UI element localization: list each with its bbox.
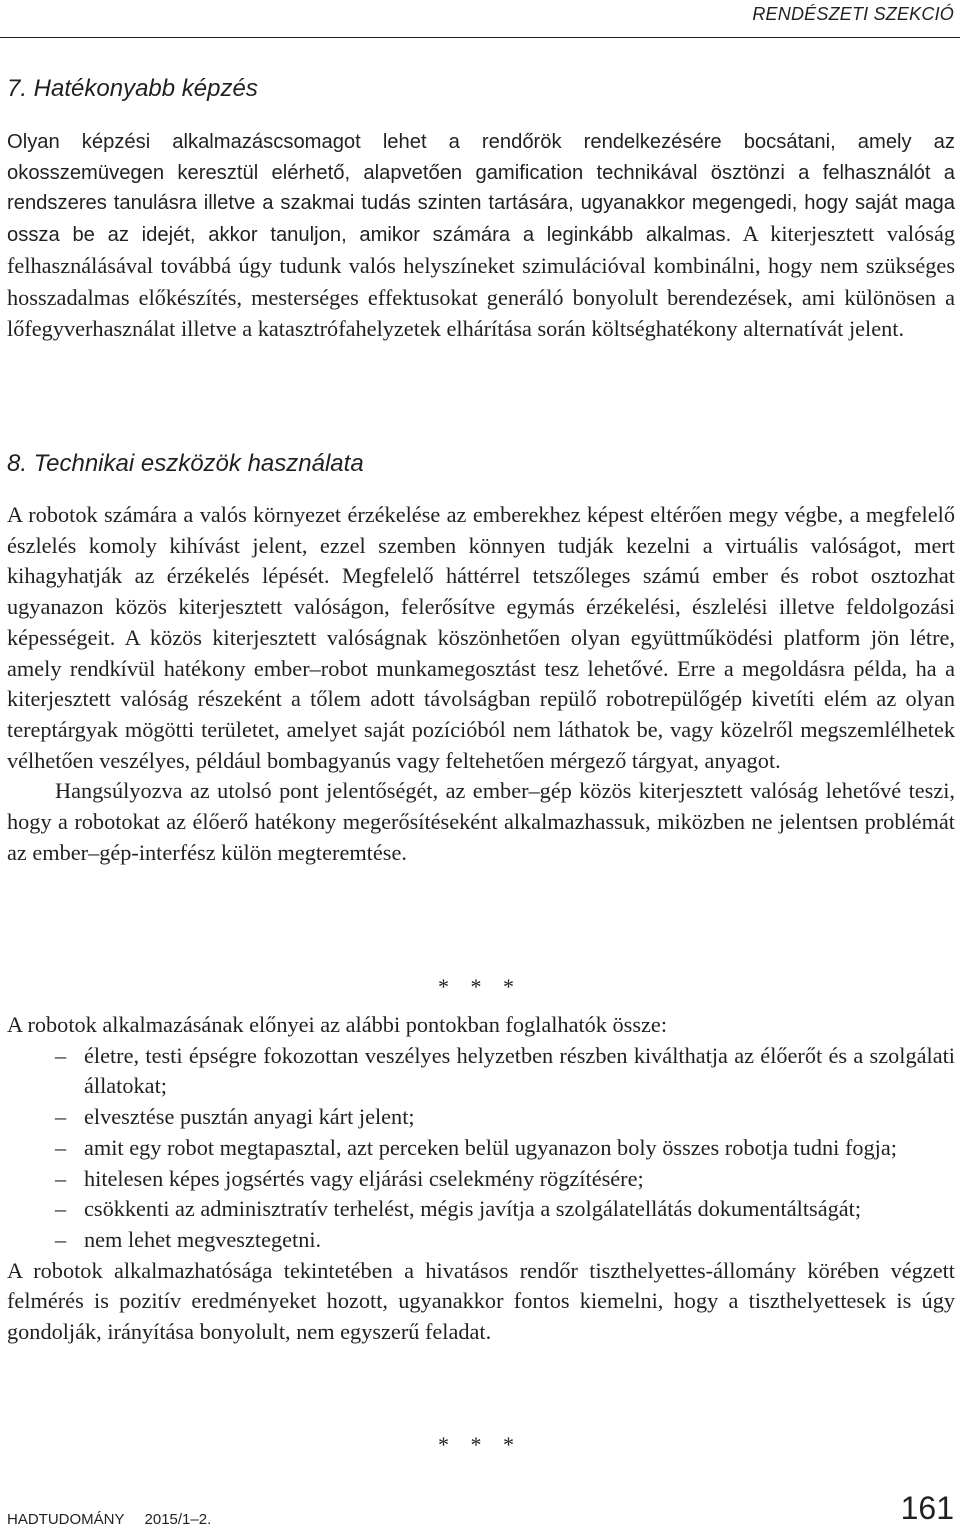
advantages-list <box>7 1041 955 1256</box>
list-dash: – <box>55 1196 67 1222</box>
list-dash: – <box>55 1104 67 1130</box>
header-rule <box>0 37 960 38</box>
section-separator: * * * <box>438 974 522 999</box>
section-8-heading: 8. Technikai eszközök használata <box>7 450 364 477</box>
list-item-text: életre, testi épségre fokozottan veszélyes helyzetben részben kiválthatja az élőerőt és a szolgálati állatokat; <box>84 1042 955 1099</box>
list-item-text: nem lehet megvesztegetni. <box>84 1226 322 1252</box>
section-8-paragraph-2: Hangsúlyozva az utolsó pont jelentőségét, az ember–gép közös kiterjesztett valóság lehetővé teszi, hogy a robotokat az élőerő hatékony megerősítéseként alkalmazhassuk, miközben ne jelentsen problémát az ember–gép-interfész külön megteremtése. <box>7 778 955 865</box>
list-item <box>7 1133 955 1164</box>
list-item <box>7 1102 955 1133</box>
section-7-body <box>7 127 955 346</box>
advantages-intro: A robotok alkalmazásának előnyei az alábbi pontokban foglalhatók össze: <box>7 1012 668 1037</box>
advantages-closing: A robotok alkalmazhatósága tekintetében a hivatásos rendőr tiszthelyettes-állomány körében végzett felmérés is pozitív eredményeket hozott, ugyanakkor fontos kiemelni, hogy a tiszthelyettesek is úgy gondolják, irányítása bonyolult, nem egyszerű feladat. <box>7 1257 955 1345</box>
section-separator: * * * <box>438 1432 522 1457</box>
list-dash: – <box>55 1226 67 1252</box>
advantages-block <box>7 1010 955 1348</box>
footer-journal <box>7 1512 211 1527</box>
list-dash: – <box>55 1134 67 1160</box>
journal-name: HADTUDOMÁNY <box>7 1511 125 1528</box>
section-7-paragraph <box>7 127 955 346</box>
list-dash: – <box>55 1042 67 1068</box>
section-7-heading: 7. Hatékonyabb képzés <box>7 75 258 102</box>
list-item-text: elvesztése pusztán anyagi kárt jelent; <box>84 1104 415 1130</box>
list-item <box>7 1164 955 1195</box>
section-7-paragraph-serif: A kiterjesztett valóság felhasználásával továbbá úgy tudunk valós helyszíneket szimulációval kombinálni, hogy nem szükséges hosszadalmas előkészítés, mesterséges effektusokat generáló bonyolult berendezések, ami különösen a lőfegyverhasználat illetve a katasztrófahelyzetek elhárítása során költséghatékony alternatívát jelent. <box>7 221 956 342</box>
running-head: RENDÉSZETI SZEKCIÓ <box>752 4 954 24</box>
list-item <box>7 1041 955 1102</box>
section-7-paragraph-sans: Olyan képzési alkalmazáscsomagot lehet a rendőrök rendelkezésére bocsátani, amely az okosszemüvegen keresztül elérhető, alapvetően gamification technikával ösztönzi a felhasználót a rendszeres tanulásra illetve a szakmai tudás szinten tartására, ugyanakkor megengedi, hogy saját maga ossza be az idejét, akkor tanuljon, amikor számára a leginkább alkalmas. <box>7 131 955 247</box>
list-item-text: csökkenti az adminisztratív terhelést, mégis javítja a szolgálatellátás dokumentáltságát; <box>84 1196 862 1222</box>
list-item <box>7 1225 955 1256</box>
section-8-body <box>7 500 955 868</box>
list-item-text: hitelesen képes jogsértés vagy eljárási cselekmény rögzítésére; <box>84 1165 644 1191</box>
section-8-paragraph-1: A robotok számára a valós környezet érzékelése az emberekhez képest eltérően megy végbe, a megfelelő észlelés komoly kihívást jelent, ezzel szemben könnyen tudják kezelni a virtuális valóságot, mert kihagyhatják az érzékelés lépését. Megfelelő háttérrel tetszőleges számú ember és robot osztozhat ugyanazon közös kiterjesztett valóságon, felerősítve egymás érzékelési, észlelési illetve feldolgozási képességeit. A közös kiterjesztett valóságnak köszönhetően olyan együttműködési platform jön létre, amely rendkívül hatékony ember–robot munkamegosztást tesz lehetővé. Erre a megoldásra példa, ha a kiterjesztett valóság részeként a tőlem adott távolságban repülő robotrepülőgép kivetíti elém az olyan tereptárgyak mögötti területet, amelyet saját pozícióból nem láthatok be, vagy közelről megszemlélhetek vélhetően veszélyes, például bombagyanús vagy feltehetően mérgező tárgyat, anyagot. <box>7 502 955 773</box>
list-item <box>7 1194 955 1225</box>
list-dash: – <box>55 1165 67 1191</box>
list-item-text: amit egy robot megtapasztal, azt perceken belül ugyanazon boly összes robotja tudni fogja; <box>84 1134 897 1160</box>
journal-issue: 2015/1–2. <box>144 1511 212 1528</box>
page-number: 161 <box>900 1490 954 1526</box>
